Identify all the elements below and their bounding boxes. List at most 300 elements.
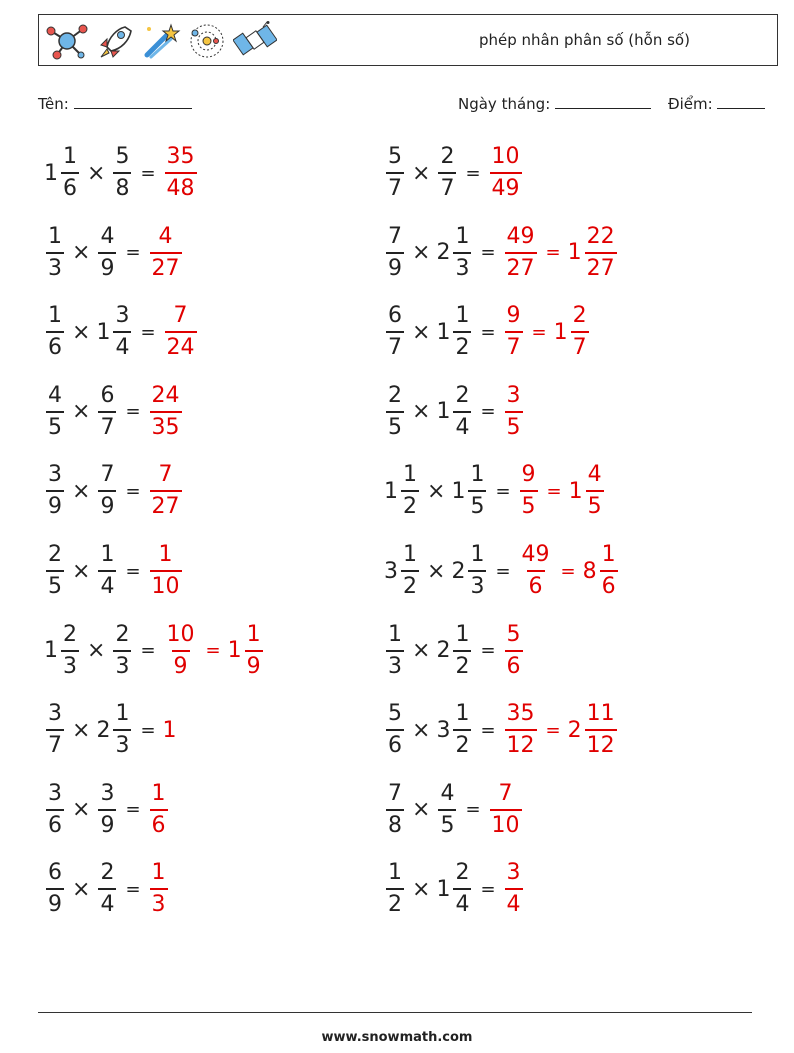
whole-number: 1	[227, 638, 242, 664]
denominator: 2	[453, 650, 471, 678]
answer-value	[503, 305, 525, 359]
denominator: 49	[490, 172, 522, 200]
equals-sign: =	[125, 878, 141, 900]
fraction	[505, 382, 523, 440]
problem-l4	[44, 382, 184, 440]
denominator: 8	[386, 809, 404, 837]
fraction	[401, 544, 419, 598]
denominator: 9	[386, 252, 404, 280]
fraction	[386, 223, 404, 281]
answer-value	[503, 382, 525, 440]
answer-value	[148, 862, 170, 916]
fraction	[98, 862, 116, 916]
numerator: 4	[440, 780, 455, 806]
equals-sign: =	[465, 799, 481, 821]
numerator: 1	[470, 542, 485, 567]
fraction	[46, 780, 64, 838]
equals-sign: =	[480, 321, 496, 343]
denominator: 7	[46, 729, 64, 757]
numerator: 24	[151, 382, 180, 408]
problem-r1	[384, 146, 524, 200]
problem-r6	[384, 544, 620, 598]
times-sign: ×	[72, 240, 91, 266]
numerator: 1	[455, 223, 470, 249]
numerator: 1	[455, 303, 470, 329]
denominator: 7	[98, 411, 116, 439]
numerator: 2	[455, 382, 470, 408]
denominator: 9	[98, 809, 116, 837]
whole-number: 1	[44, 160, 58, 186]
denominator: 2	[453, 729, 471, 757]
operand-b	[451, 544, 488, 598]
shooting-star-icon	[141, 21, 181, 61]
denominator: 5	[438, 809, 456, 837]
answer	[503, 703, 619, 757]
fraction	[453, 223, 471, 281]
answer	[518, 464, 606, 518]
name-line	[74, 94, 192, 109]
answer	[503, 305, 591, 359]
fraction	[520, 464, 538, 518]
fraction	[98, 544, 116, 598]
numerator: 2	[100, 860, 115, 886]
numerator: 9	[521, 462, 536, 488]
answer-value	[518, 544, 554, 598]
times-sign: ×	[427, 558, 446, 584]
operand-b	[436, 780, 458, 838]
answer-value	[148, 382, 184, 440]
fraction	[98, 223, 116, 281]
numerator: 3	[115, 303, 130, 329]
whole-number: 2	[567, 717, 582, 743]
numerator: 1	[115, 701, 130, 727]
answer-equals-sign: =	[545, 242, 561, 264]
numerator: 3	[48, 701, 62, 727]
fraction	[113, 703, 131, 757]
denominator: 7	[571, 331, 589, 359]
times-sign: ×	[412, 399, 431, 425]
problem-r9	[384, 780, 524, 838]
denominator: 2	[386, 888, 404, 916]
operand-a	[44, 305, 66, 359]
equals-sign: =	[125, 480, 141, 502]
numerator: 22	[586, 223, 615, 249]
operand-a	[44, 382, 66, 440]
equals-sign: =	[495, 560, 511, 582]
answer-value	[488, 780, 524, 838]
denominator: 5	[520, 490, 538, 518]
operand-b	[111, 621, 133, 679]
fraction	[150, 464, 182, 518]
numerator: 5	[115, 144, 130, 169]
denominator: 4	[98, 570, 116, 598]
operand-a	[44, 223, 66, 281]
answer	[163, 621, 265, 679]
answer	[518, 544, 620, 598]
fraction	[113, 146, 131, 200]
whole-number: 1	[553, 319, 568, 345]
header-icons	[43, 19, 277, 63]
date-field	[458, 94, 651, 113]
numerator: 5	[506, 621, 521, 647]
answer-value	[163, 621, 199, 679]
answer	[148, 780, 170, 838]
score-label: Điểm:	[668, 95, 713, 113]
denominator: 9	[46, 490, 64, 518]
answer	[148, 223, 184, 281]
operand-a	[384, 780, 406, 838]
molecule-icon	[43, 21, 89, 61]
denominator: 7	[505, 331, 523, 359]
denominator: 3	[386, 650, 404, 678]
answer-value	[148, 464, 184, 518]
times-sign: ×	[72, 319, 91, 345]
denominator: 3	[150, 888, 168, 916]
fraction	[453, 621, 471, 679]
operand-b	[436, 146, 458, 200]
answer-equals-sign: =	[546, 480, 562, 502]
numerator: 35	[506, 701, 535, 727]
times-sign: ×	[87, 638, 106, 664]
equals-sign: =	[125, 401, 141, 423]
denominator: 2	[401, 490, 419, 518]
fraction	[98, 464, 116, 518]
numerator: 2	[388, 382, 402, 408]
denominator: 4	[113, 331, 131, 359]
equals-sign: =	[480, 401, 496, 423]
answer-value	[503, 703, 539, 757]
answer-equals-sign: =	[531, 321, 547, 343]
denominator: 12	[505, 729, 537, 757]
numerator: 10	[166, 621, 195, 647]
answer-value	[503, 862, 525, 916]
numerator: 9	[506, 303, 521, 329]
fraction	[438, 146, 456, 200]
numerator: 7	[100, 462, 115, 488]
answer-value	[568, 703, 619, 757]
equals-sign: =	[480, 719, 496, 741]
operand-a	[384, 703, 406, 757]
answer-value	[503, 223, 539, 281]
numerator: 3	[506, 860, 521, 886]
operand-b	[96, 223, 118, 281]
fraction	[585, 223, 617, 281]
numerator: 2	[48, 542, 62, 567]
fraction	[165, 305, 197, 359]
denominator: 2	[453, 331, 471, 359]
denominator: 27	[505, 252, 537, 280]
operand-a	[384, 305, 406, 359]
fraction	[520, 544, 552, 598]
denominator: 4	[98, 888, 116, 916]
problem-l6	[44, 544, 184, 598]
times-sign: ×	[412, 240, 431, 266]
score-field	[668, 94, 765, 113]
operand-b	[96, 703, 133, 757]
equals-sign: =	[125, 242, 141, 264]
problem-r10	[384, 862, 525, 916]
date-line	[555, 94, 651, 109]
denominator: 35	[150, 411, 182, 439]
whole-number: 8	[582, 558, 597, 584]
numerator: 1	[470, 462, 485, 488]
numerator: 49	[521, 542, 550, 567]
problem-l9	[44, 780, 170, 838]
times-sign: ×	[72, 399, 91, 425]
fraction	[505, 223, 537, 281]
times-sign: ×	[72, 876, 91, 902]
denominator: 3	[113, 729, 131, 757]
numerator: 1	[388, 621, 402, 647]
fraction	[150, 223, 182, 281]
answer-value	[163, 718, 178, 743]
date-label: Ngày tháng:	[458, 95, 551, 113]
name-field	[38, 94, 192, 113]
answer	[503, 862, 525, 916]
numerator: 7	[498, 780, 513, 806]
problem-l5	[44, 464, 184, 518]
answer-value	[583, 544, 620, 598]
denominator: 9	[98, 490, 116, 518]
answer-value	[567, 223, 619, 281]
denominator: 9	[245, 650, 263, 678]
operand-a	[44, 780, 66, 838]
times-sign: ×	[427, 478, 446, 504]
answer-value	[554, 305, 591, 359]
denominator: 7	[438, 172, 456, 200]
fraction	[165, 621, 197, 679]
denominator: 7	[386, 331, 404, 359]
answer-value	[163, 146, 199, 200]
fraction	[150, 862, 168, 916]
numerator: 1	[601, 542, 616, 567]
denominator: 6	[600, 570, 618, 598]
problem-l3	[44, 305, 199, 359]
denominator: 5	[46, 570, 64, 598]
answer-value	[148, 223, 184, 281]
numerator: 1	[403, 542, 417, 567]
whole-number: 1	[568, 478, 583, 504]
answer-value	[148, 544, 184, 598]
denominator: 3	[453, 252, 471, 280]
denominator: 6	[150, 809, 168, 837]
denominator: 6	[46, 809, 64, 837]
fraction	[98, 382, 116, 440]
fraction	[165, 146, 197, 200]
numerator: 49	[506, 223, 535, 249]
numerator: 7	[158, 462, 173, 488]
answer-value	[518, 464, 540, 518]
operand-b	[111, 146, 133, 200]
operand-b	[451, 464, 488, 518]
operand-a	[44, 146, 81, 200]
answer	[163, 305, 199, 359]
times-sign: ×	[412, 876, 431, 902]
fraction	[113, 305, 131, 359]
operand-a	[384, 544, 421, 598]
whole-number: 2	[96, 717, 111, 743]
numerator: 1	[48, 223, 62, 249]
equals-sign: =	[140, 321, 156, 343]
answer	[148, 862, 170, 916]
denominator: 9	[46, 888, 64, 916]
rocket-icon	[95, 21, 135, 61]
denominator: 3	[468, 570, 486, 598]
operand-a	[384, 223, 406, 281]
numerator: 1	[455, 621, 470, 647]
whole-number: 1	[44, 638, 58, 664]
answer-value	[503, 621, 525, 679]
denominator: 6	[505, 650, 523, 678]
answer-value	[569, 464, 606, 518]
fraction	[245, 621, 263, 679]
operand-b	[436, 862, 473, 916]
numerator: 6	[48, 860, 62, 886]
answer	[148, 382, 184, 440]
denominator: 27	[150, 490, 182, 518]
whole-number: 1	[384, 478, 398, 504]
fraction	[61, 146, 79, 200]
denominator: 6	[527, 570, 545, 598]
satellite-icon	[233, 21, 277, 61]
operand-a	[384, 382, 406, 440]
fraction	[386, 703, 404, 757]
fraction	[46, 464, 64, 518]
worksheet-title: phép nhân phân số (hỗn số)	[479, 31, 690, 49]
fraction	[46, 703, 64, 757]
problem-r7	[384, 621, 525, 679]
operand-a	[44, 703, 66, 757]
fraction	[46, 862, 64, 916]
fraction	[113, 621, 131, 679]
problem-l10	[44, 862, 170, 916]
fraction	[505, 305, 523, 359]
numerator: 5	[388, 701, 402, 727]
operand-a	[384, 862, 406, 916]
operand-b	[96, 464, 118, 518]
problem-l1	[44, 146, 199, 200]
answer-value	[227, 621, 265, 679]
answer-value	[488, 146, 524, 200]
equals-sign: =	[465, 162, 481, 184]
equals-sign: =	[480, 242, 496, 264]
denominator: 7	[386, 172, 404, 200]
fraction	[585, 703, 617, 757]
fraction	[46, 382, 64, 440]
whole-number: 2	[436, 638, 451, 664]
denominator: 5	[468, 490, 486, 518]
numerator: 1	[48, 303, 62, 329]
fraction	[46, 544, 64, 598]
answer	[163, 718, 178, 743]
operand-b	[436, 223, 473, 281]
denominator: 9	[98, 252, 116, 280]
problem-r4	[384, 382, 525, 440]
numerator: 1	[246, 621, 261, 647]
numerator: 6	[388, 303, 402, 329]
fraction	[61, 621, 79, 679]
denominator: 12	[585, 729, 617, 757]
problem-l7	[44, 621, 265, 679]
numerator: 1	[388, 860, 402, 886]
denominator: 27	[585, 252, 617, 280]
numerator: 2	[115, 621, 130, 647]
equals-sign: =	[480, 640, 496, 662]
numerator: 1	[100, 542, 115, 567]
numerator: 2	[572, 303, 587, 329]
denominator: 3	[61, 650, 79, 678]
equals-sign: =	[495, 480, 511, 502]
footer-divider	[38, 1012, 752, 1013]
fraction	[571, 305, 589, 359]
fraction	[453, 862, 471, 916]
fraction	[386, 780, 404, 838]
fraction	[505, 621, 523, 679]
header-box	[38, 14, 778, 66]
equals-sign: =	[140, 162, 156, 184]
answer	[163, 146, 199, 200]
answer-equals-sign: =	[560, 560, 576, 582]
answer-equals-sign: =	[545, 719, 561, 741]
denominator: 5	[505, 411, 523, 439]
denominator: 3	[46, 252, 64, 280]
fraction	[150, 544, 182, 598]
denominator: 5	[386, 411, 404, 439]
denominator: 5	[46, 411, 64, 439]
operand-a	[44, 862, 66, 916]
equals-sign: =	[125, 560, 141, 582]
denominator: 27	[150, 252, 182, 280]
problem-r2	[384, 223, 619, 281]
denominator: 5	[586, 490, 604, 518]
equals-sign: =	[140, 640, 156, 662]
numerator: 1	[151, 860, 166, 886]
operand-b	[436, 382, 473, 440]
whole-number: 1	[96, 319, 111, 345]
numerator: 1	[63, 144, 77, 169]
problem-r3	[384, 305, 591, 359]
answer-equals-sign: =	[205, 640, 221, 662]
solar-system-icon	[187, 21, 227, 61]
equals-sign: =	[140, 719, 156, 741]
fraction	[453, 305, 471, 359]
answer	[488, 780, 524, 838]
answer-value	[163, 305, 199, 359]
problem-r5	[384, 464, 606, 518]
numerator: 2	[440, 144, 455, 169]
times-sign: ×	[412, 797, 431, 823]
fraction	[46, 305, 64, 359]
operand-a	[44, 544, 66, 598]
numerator: 4	[100, 223, 115, 249]
answer	[503, 382, 525, 440]
operand-b	[436, 703, 473, 757]
operand-b	[96, 305, 133, 359]
answer	[503, 621, 525, 679]
denominator: 6	[386, 729, 404, 757]
answer	[148, 464, 184, 518]
operand-b	[96, 780, 118, 838]
fraction	[438, 780, 456, 838]
fraction	[505, 703, 537, 757]
numerator: 2	[63, 621, 77, 647]
denominator: 10	[490, 809, 522, 837]
times-sign: ×	[412, 717, 431, 743]
numerator: 1	[455, 701, 470, 727]
numerator: 10	[491, 144, 520, 169]
problem-l2	[44, 223, 184, 281]
whole-number: 1	[436, 876, 451, 902]
